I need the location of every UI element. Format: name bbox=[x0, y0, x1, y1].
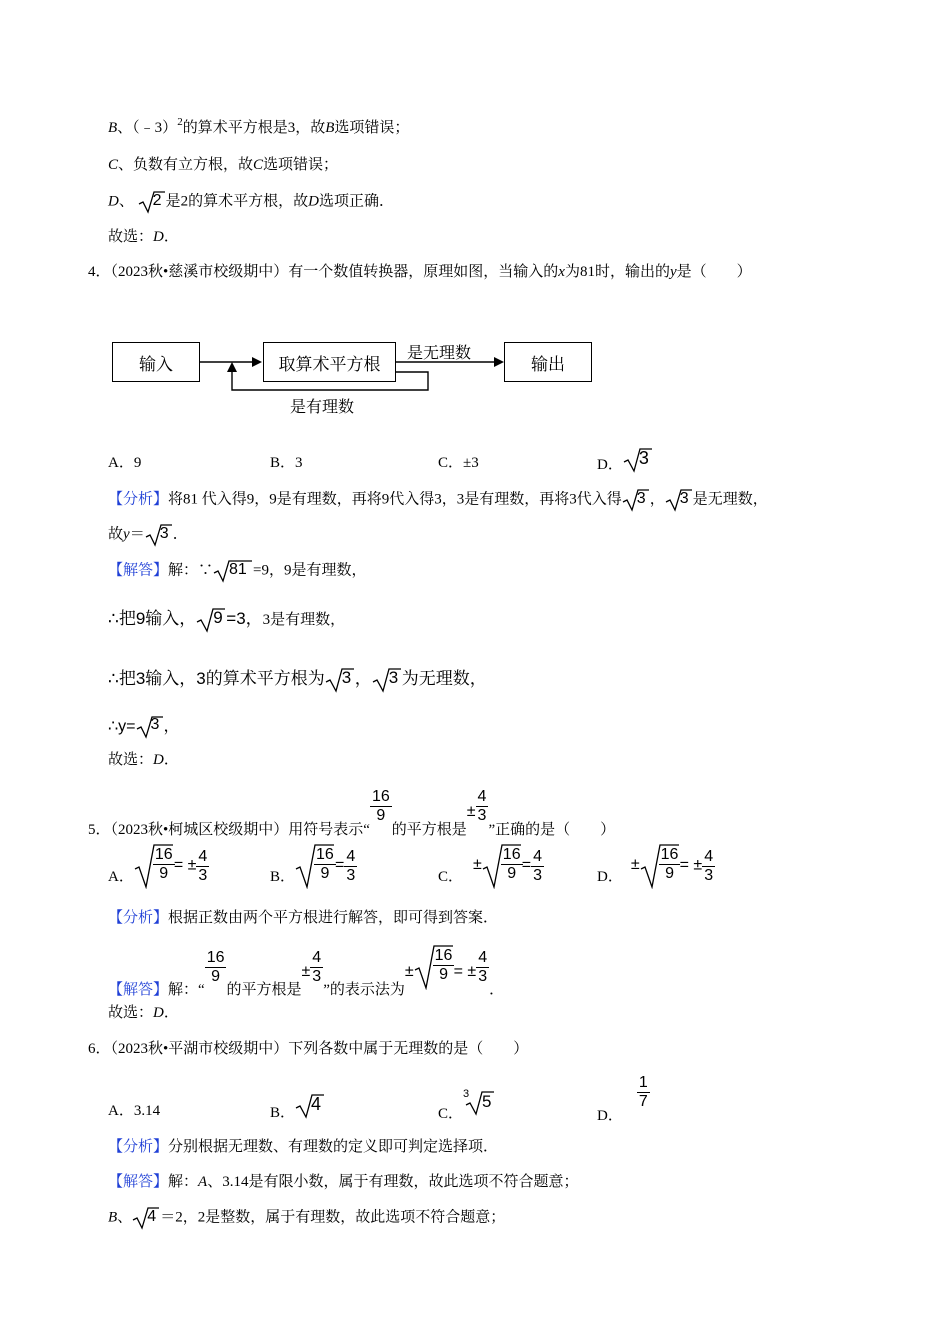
diagram-process-box: 取算术平方根 bbox=[263, 342, 396, 382]
diagram-input-box: 输入 bbox=[112, 342, 200, 382]
q5-analysis: 【分析】根据正数由两个平方根进行解答，即可得到答案． bbox=[108, 910, 499, 926]
sqrt-3: 3 bbox=[136, 715, 164, 739]
q6-option-b[interactable]: B． 4 bbox=[270, 1093, 325, 1119]
q5-option-d[interactable]: D．± $\frac{16}{9}$ = ± $\frac{4}{3}$ bbox=[597, 843, 715, 889]
q4-option-b[interactable]: B．3 bbox=[270, 455, 303, 471]
fraction-4-3: $\frac{4}{3}$ bbox=[477, 788, 487, 824]
q6-analysis: 【分析】分别根据无理数、有理数的定义即可判定选择项． bbox=[108, 1139, 499, 1155]
q5-stem: 5．（2023秋•柯城区校级期中）用符号表示“ $\frac{16}{9}$ 的平方根是± $\frac{4}{3}$ ”正确的是（ ） bbox=[88, 788, 616, 838]
sqrt-3: 3 bbox=[372, 667, 402, 693]
sqrt-3: 3 bbox=[622, 488, 650, 512]
q6-option-c[interactable]: C． 3 5 bbox=[438, 1088, 495, 1116]
sqrt-4: 4 bbox=[132, 1206, 160, 1230]
sqrt-fraction-icon: $\frac{16}{9}$ bbox=[414, 944, 454, 990]
diagram-output-box: 输出 bbox=[504, 342, 592, 382]
diagram-label-irrational: 是无理数 bbox=[407, 345, 472, 362]
cube-root-5: 3 5 bbox=[463, 1088, 495, 1116]
q5-option-c[interactable]: C．± $\frac{16}{9}$ = $\frac{4}{3}$ bbox=[438, 843, 544, 889]
prev-line-b: B、（﹣3）$^2$的算术平方根是3，故B选项错误； bbox=[108, 116, 410, 136]
sqrt-fraction-icon: $\frac{16}{9}$ bbox=[134, 843, 174, 889]
q4-analysis-2: 故y＝ 3 ． bbox=[108, 523, 188, 547]
q4-answer-line4: ∴y= 3 ， bbox=[108, 713, 180, 739]
sqrt-fraction-icon: $\frac{16}{9}$ bbox=[640, 843, 680, 889]
sqrt-3: 3 bbox=[325, 667, 355, 693]
sqrt-4: 4 bbox=[295, 1093, 325, 1119]
diagram-label-rational: 是有理数 bbox=[290, 399, 355, 416]
q6-answer: 【解答】解：A、3.14是有限小数，属于有理数，故此选项不符合题意； bbox=[108, 1174, 579, 1190]
q4-option-a[interactable]: A．9 bbox=[108, 455, 142, 471]
sqrt-3: 3 bbox=[145, 523, 173, 547]
q4-option-c[interactable]: C．±3 bbox=[438, 455, 479, 471]
q5-option-b[interactable]: B． $\frac{16}{9}$ = $\frac{4}{3}$ bbox=[270, 843, 357, 889]
sqrt-fraction-icon: $\frac{16}{9}$ bbox=[482, 843, 522, 889]
q4-choose: 故选：D． bbox=[108, 752, 179, 768]
sqrt-3: 3 bbox=[623, 447, 653, 473]
q5-option-a[interactable]: A． $\frac{16}{9}$ = ± $\frac{4}{3}$ bbox=[108, 843, 209, 889]
q5-answer: 【解答】解：“ $\frac{16}{9}$ 的平方根是± $\frac{4}{3}$ ”的表示法为± $\frac{16}{9}$ = ± $\frac{4}{3}$ ． bbox=[108, 944, 504, 990]
q6-answer-b: B、 4 ＝2，2是整数，属于有理数，故此选项不符合题意； bbox=[108, 1206, 505, 1230]
q4-answer-line3: ∴把3输入，3的算术平方根为 3 ， 3 为无理数， bbox=[108, 664, 487, 693]
q4-answer: 【解答】解：∵ 81 =9，9是有理数， bbox=[108, 559, 367, 583]
q4-option-d[interactable]: D． 3 bbox=[597, 447, 653, 473]
q4-analysis: 【分析】将81 代入得9，9是有理数，再将9代入得3，3是有理数，再将3代入得 3 ， 3 是无理数， bbox=[108, 488, 768, 512]
q5-choose: 故选：D． bbox=[108, 1005, 179, 1021]
prev-line-c: C、负数有立方根，故C选项错误； bbox=[108, 157, 339, 173]
sqrt-9: 9 bbox=[196, 607, 226, 633]
q6-stem: 6．（2023秋•平湖市校级期中）下列各数中属于无理数的是（ ） bbox=[88, 1041, 529, 1057]
sqrt-3: 3 bbox=[665, 488, 693, 512]
prev-line-d: D、 2 是2的算术平方根，故D选项正确． bbox=[108, 190, 394, 214]
q4-answer-line2: ∴把9输入， 9 =3，3是有理数， bbox=[108, 604, 345, 633]
sqrt-2: 2 bbox=[138, 190, 166, 214]
q4-stem: 4．（2023秋•慈溪市校级期中）有一个数值转换器，原理如图，当输入的x为81时，输出的y是（ ） bbox=[88, 264, 752, 280]
fraction-16-9: $\frac{16}{9}$ bbox=[371, 788, 390, 824]
q6-option-a[interactable]: A．3.14 bbox=[108, 1103, 161, 1119]
prev-choose: 故选：D． bbox=[108, 229, 179, 245]
q6-option-d[interactable]: D． $\frac{1}{7}$ bbox=[597, 1074, 648, 1124]
sqrt-fraction-icon: $\frac{16}{9}$ bbox=[295, 843, 335, 889]
sqrt-81: 81 bbox=[213, 559, 253, 583]
